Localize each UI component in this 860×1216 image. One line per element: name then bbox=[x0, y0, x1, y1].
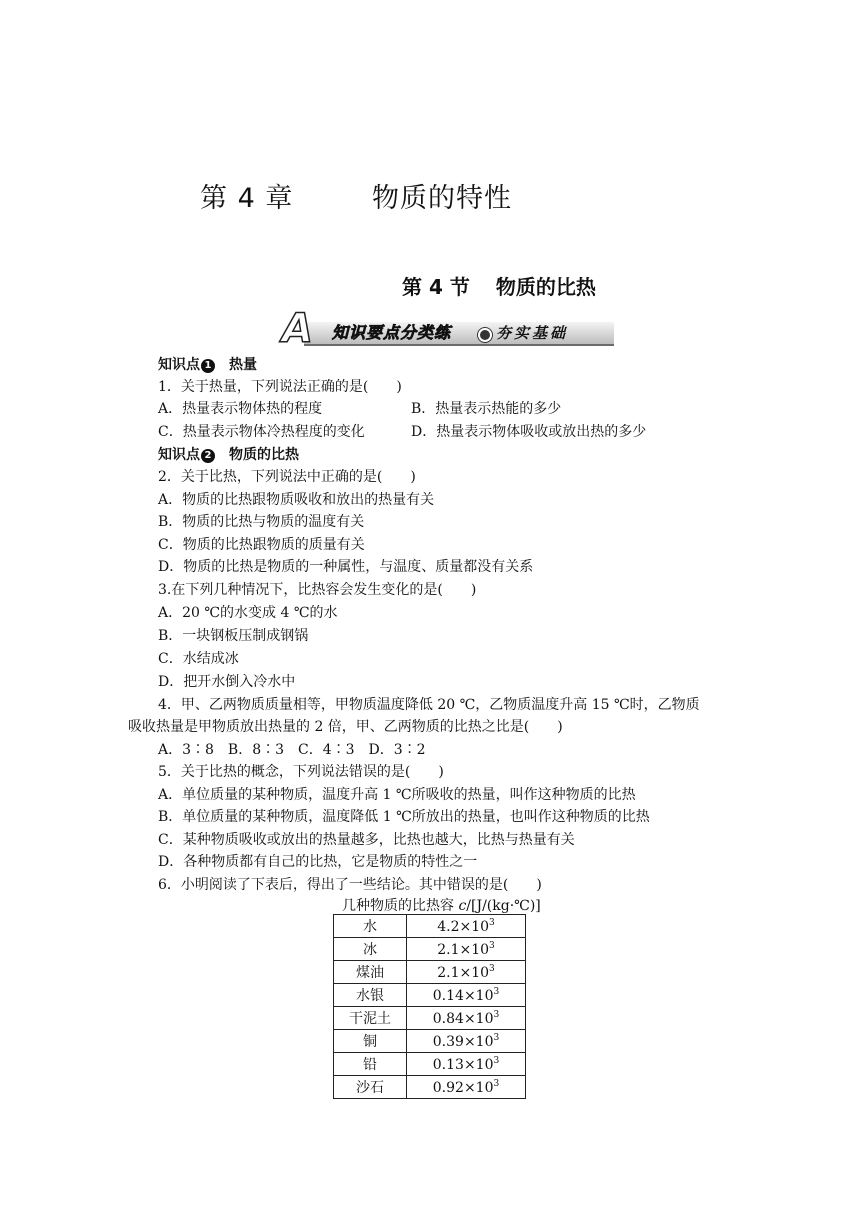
value-exponent: 3 bbox=[493, 1009, 500, 1020]
specific-heat-value bbox=[407, 1030, 526, 1053]
specific-heat-value bbox=[407, 1007, 526, 1030]
chapter-number: 第 4 章 bbox=[200, 183, 294, 214]
question-1-option-a: A．热量表示物体热的程度 bbox=[158, 401, 323, 417]
question-3-option-c: C．水结成冰 bbox=[158, 651, 239, 667]
question-2-stem: 2．关于比热，下列说法中正确的是( ) bbox=[158, 469, 416, 485]
substance-name: 冰 bbox=[334, 938, 407, 961]
section-heading bbox=[402, 271, 596, 300]
question-6-stem: 6．小明阅读了下表后，得出了一些结论。其中错误的是( ) bbox=[158, 877, 542, 893]
value-coefficient: 0.84 bbox=[432, 1010, 464, 1027]
substance-name: 煤油 bbox=[334, 961, 407, 984]
value-times-ten: ×10 bbox=[463, 987, 494, 1004]
question-4-stem-line-1: 4．甲、乙两物质质量相等，甲物质温度降低 20 ℃，乙物质温度升高 15 ℃时，乙物质 bbox=[158, 697, 700, 713]
question-4-stem-line-2: 吸收热量是甲物质放出热量的 2 倍，甲、乙两物质的比热之比是( ) bbox=[128, 719, 563, 735]
practice-banner bbox=[282, 306, 614, 352]
kp-name: 物质的比热 bbox=[229, 447, 299, 463]
table-row bbox=[334, 1030, 526, 1053]
question-5-option-b: B．单位质量的某种物质，温度降低 1 ℃所放出的热量，也叫作这种物质的比热 bbox=[158, 809, 650, 825]
kp-label: 知识点 bbox=[158, 357, 200, 373]
question-2-option-b: B．物质的比热与物质的温度有关 bbox=[158, 514, 365, 530]
value-exponent: 3 bbox=[489, 963, 495, 974]
chapter-heading bbox=[200, 176, 512, 215]
banner-letter: A bbox=[282, 306, 313, 352]
question-3-stem: 3.在下列几种情况下，比热容会发生变化的是( ) bbox=[158, 582, 477, 598]
table-row bbox=[334, 1007, 526, 1030]
table-caption-suffix: /[J/(kg·℃)] bbox=[466, 898, 541, 914]
banner-title: 知识要点分类练 bbox=[332, 323, 452, 342]
banner-dot-icon bbox=[478, 328, 492, 342]
specific-heat-value bbox=[407, 938, 526, 961]
question-2-option-c: C．物质的比热跟物质的质量有关 bbox=[158, 537, 365, 553]
substance-name: 铜 bbox=[334, 1030, 407, 1053]
kp-name: 热量 bbox=[229, 357, 257, 373]
number-2-icon: 2 bbox=[201, 449, 215, 463]
substance-name: 水银 bbox=[334, 984, 407, 1007]
question-5-stem: 5．关于比热的概念，下列说法错误的是( ) bbox=[158, 764, 444, 780]
substance-name: 沙石 bbox=[334, 1076, 407, 1099]
question-5-option-a: A．单位质量的某种物质，温度升高 1 ℃所吸收的热量，叫作这种物质的比热 bbox=[158, 787, 636, 803]
question-3-option-b: B．一块钢板压制成钢锅 bbox=[158, 628, 309, 644]
value-times-ten: ×10 bbox=[463, 1010, 494, 1027]
value-coefficient: 4.2 bbox=[437, 918, 460, 935]
question-1-option-b: B．热量表示热能的多少 bbox=[411, 401, 562, 417]
banner-subtitle: 夯实基础 bbox=[496, 324, 569, 342]
specific-heat-value bbox=[407, 1076, 526, 1099]
knowledge-point-1 bbox=[158, 356, 257, 374]
section-title: 物质的比热 bbox=[495, 275, 596, 299]
table-row bbox=[334, 1053, 526, 1076]
value-times-ten: ×10 bbox=[459, 964, 490, 981]
value-exponent: 3 bbox=[493, 986, 500, 997]
question-5-option-c: C．某种物质吸收或放出的热量越多，比热也越大，比热与热量有关 bbox=[158, 832, 575, 848]
question-5-option-d: D．各种物质都有自己的比热，它是物质的特性之一 bbox=[158, 854, 478, 870]
substance-name: 铅 bbox=[334, 1053, 407, 1076]
table-row bbox=[334, 961, 526, 984]
section-number: 第 4 节 bbox=[402, 275, 470, 299]
question-1-option-c: C．热量表示物体冷热程度的变化 bbox=[158, 424, 365, 440]
specific-heat-value bbox=[407, 961, 526, 984]
value-exponent: 3 bbox=[489, 917, 495, 928]
value-times-ten: ×10 bbox=[459, 941, 490, 958]
value-coefficient: 2.1 bbox=[437, 964, 460, 981]
value-times-ten: ×10 bbox=[459, 918, 490, 935]
value-exponent: 3 bbox=[489, 940, 495, 951]
question-1-stem: 1．关于热量，下列说法正确的是( ) bbox=[158, 379, 402, 395]
specific-heat-value bbox=[407, 1053, 526, 1076]
value-times-ten: ×10 bbox=[463, 1079, 494, 1096]
knowledge-point-2 bbox=[158, 446, 299, 464]
chapter-title: 物质的特性 bbox=[372, 183, 512, 214]
table-row bbox=[334, 915, 526, 938]
table-row bbox=[334, 984, 526, 1007]
question-2-option-a: A．物质的比热跟物质吸收和放出的热量有关 bbox=[158, 492, 435, 508]
table-caption bbox=[342, 897, 541, 915]
value-coefficient: 0.39 bbox=[432, 1033, 464, 1050]
value-coefficient: 2.1 bbox=[437, 941, 460, 958]
table-row bbox=[334, 938, 526, 961]
table-row bbox=[334, 1076, 526, 1099]
question-1-option-d: D．热量表示物体吸收或放出热的多少 bbox=[411, 424, 647, 440]
question-2-option-d: D．物质的比热是物质的一种属性，与温度、质量都没有关系 bbox=[158, 559, 534, 575]
value-coefficient: 0.13 bbox=[432, 1056, 464, 1073]
table-caption-var: c bbox=[458, 898, 467, 914]
substance-name: 干泥土 bbox=[334, 1007, 407, 1030]
question-3-option-d: D．把开水倒入冷水中 bbox=[158, 674, 296, 690]
number-1-icon: 1 bbox=[201, 359, 215, 373]
table-caption-prefix: 几种物质的比热容 bbox=[342, 898, 459, 914]
specific-heat-table bbox=[333, 914, 526, 1099]
value-coefficient: 0.92 bbox=[432, 1079, 464, 1096]
value-times-ten: ×10 bbox=[463, 1033, 494, 1050]
substance-name: 水 bbox=[334, 915, 407, 938]
value-exponent: 3 bbox=[493, 1032, 500, 1043]
question-4-options: A．3∶8 B．8∶3 C．4∶3 D．3∶2 bbox=[158, 742, 426, 758]
specific-heat-value bbox=[407, 915, 526, 938]
kp-label: 知识点 bbox=[158, 447, 200, 463]
question-3-option-a: A．20 ℃的水变成 4 ℃的水 bbox=[158, 605, 338, 621]
value-exponent: 3 bbox=[493, 1078, 500, 1089]
specific-heat-value bbox=[407, 984, 526, 1007]
value-coefficient: 0.14 bbox=[432, 987, 464, 1004]
value-exponent: 3 bbox=[493, 1055, 500, 1066]
value-times-ten: ×10 bbox=[463, 1056, 494, 1073]
